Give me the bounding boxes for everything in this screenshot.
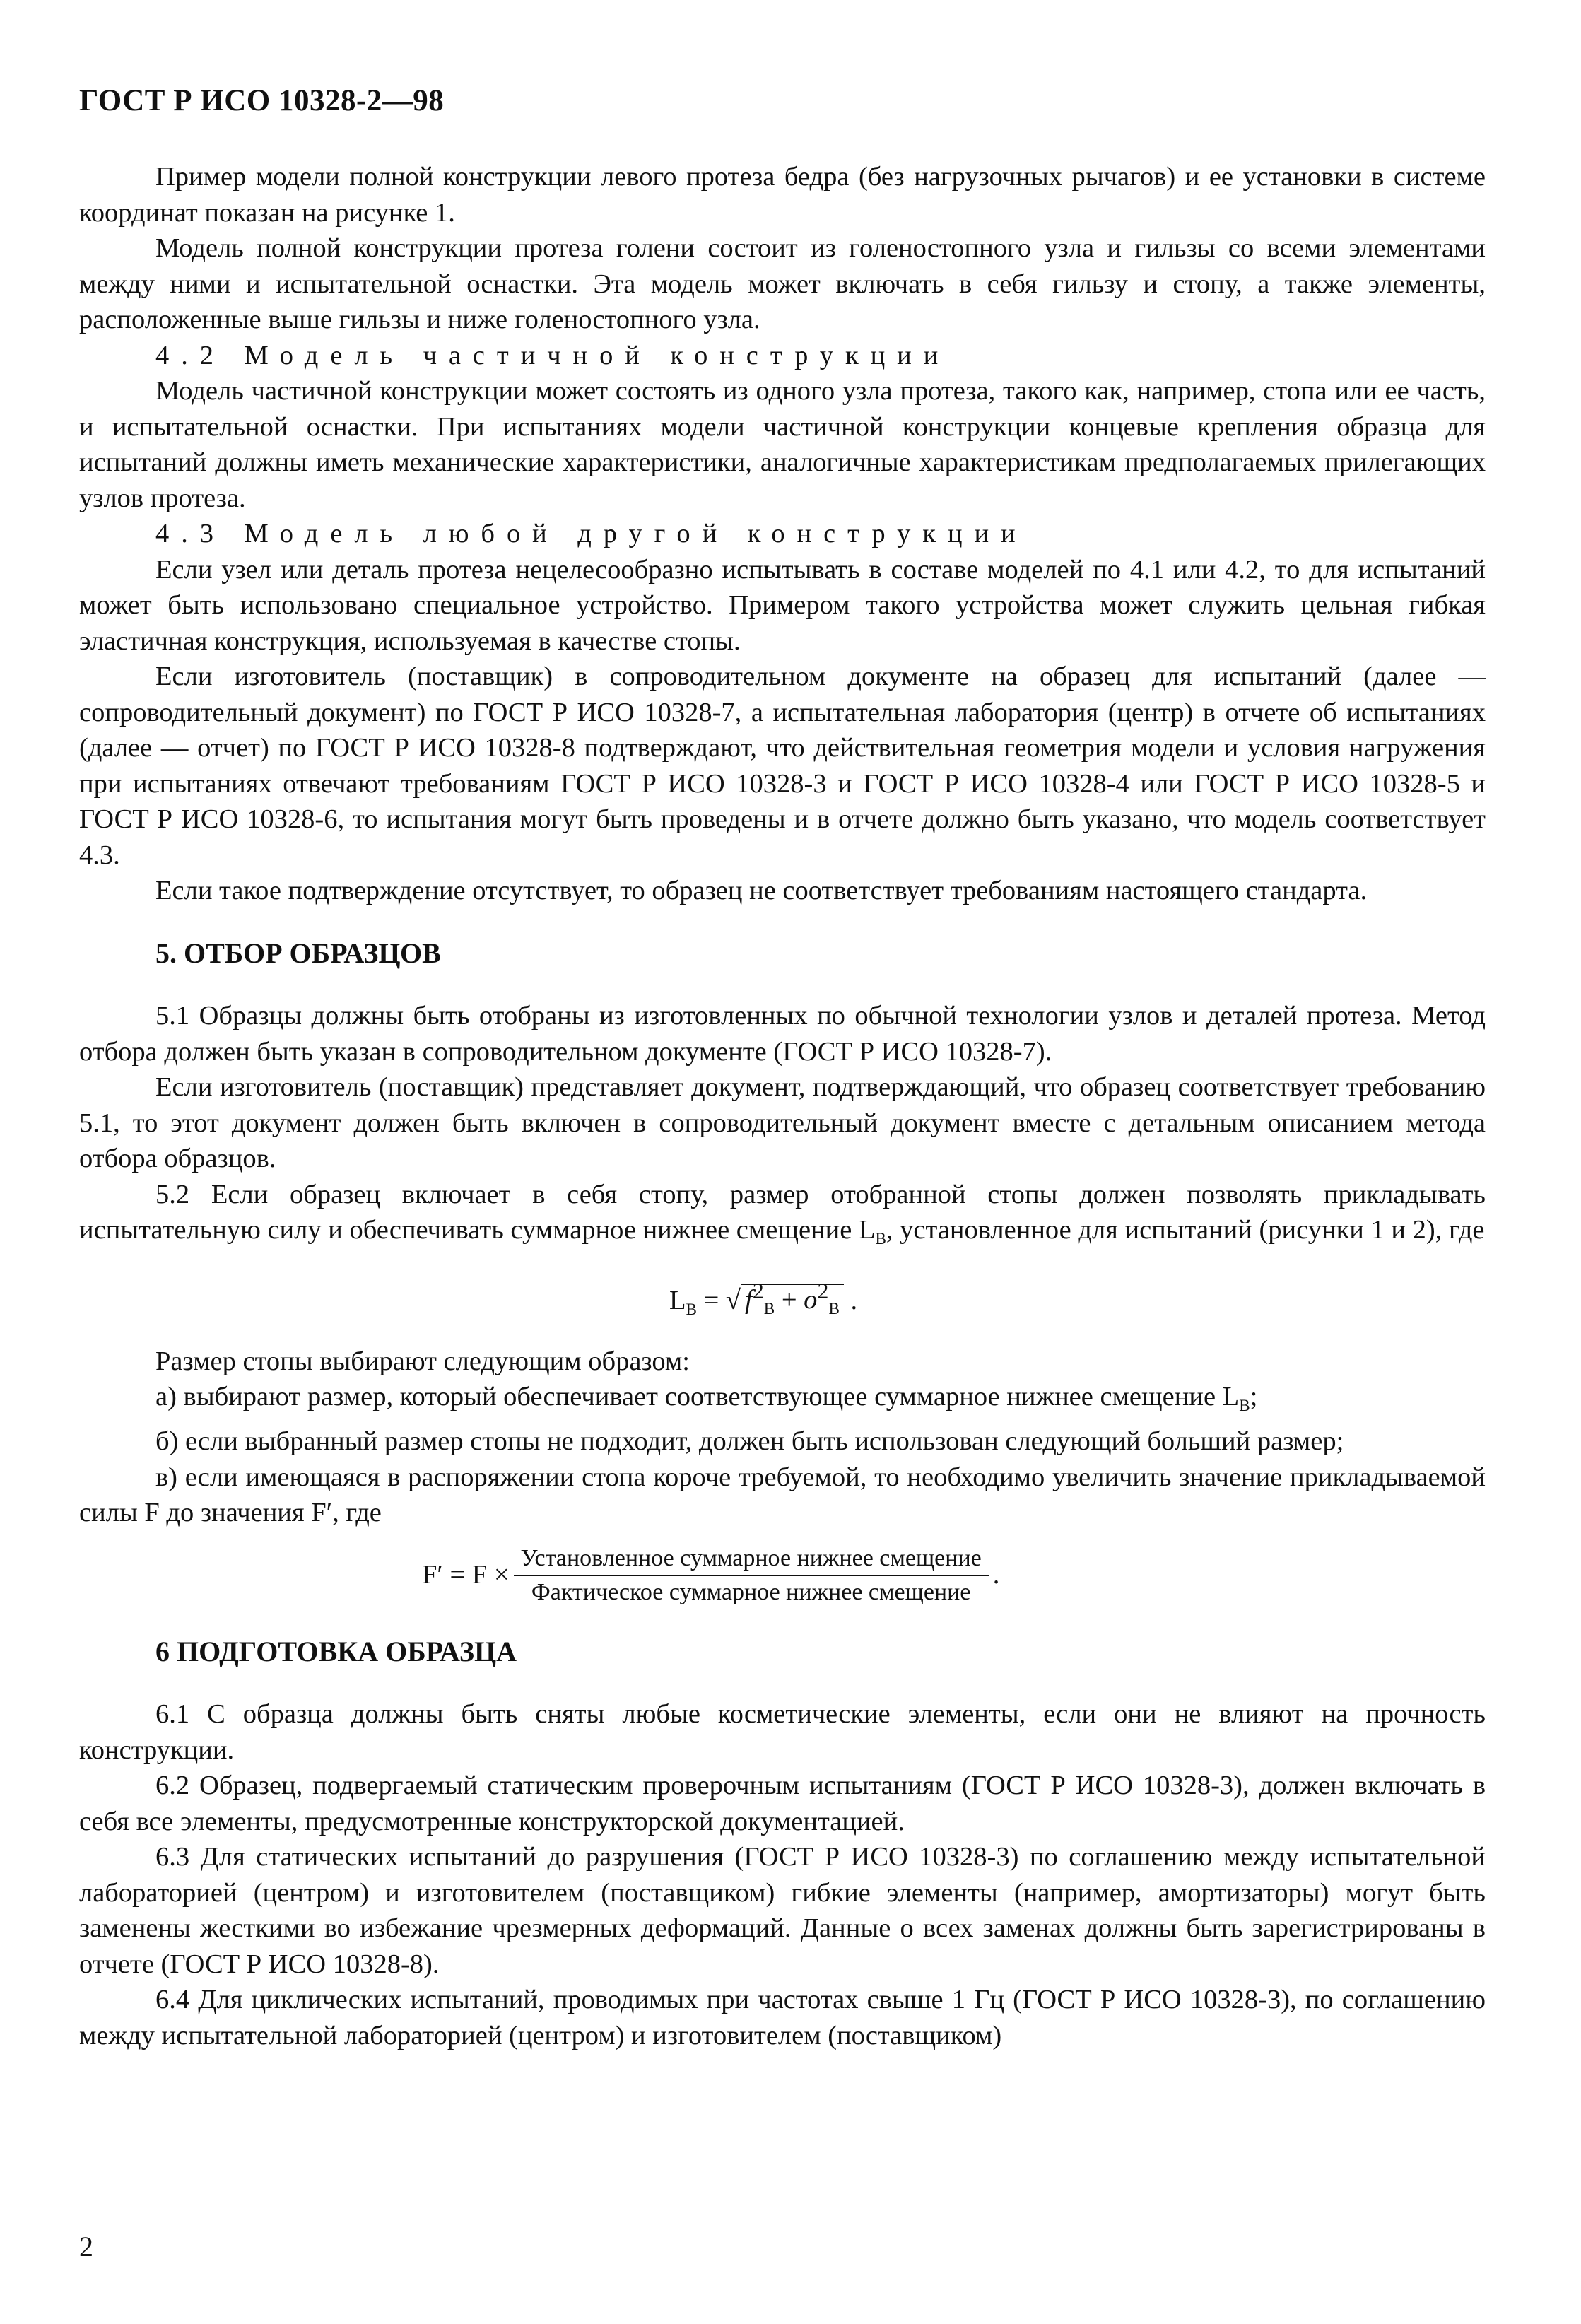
page-number: 2 <box>79 2231 93 2263</box>
paragraph: Если такое подтверждение отсутствует, то образец не соответствует требованиям настоящего стандарта. <box>155 876 1368 905</box>
paragraph: Размер стопы выбирают следующим образом: <box>155 1346 690 1376</box>
document-header: ГОСТ Р ИСО 10328-2—98 <box>79 84 445 117</box>
formula-part: . <box>843 1285 858 1315</box>
formula-part: L <box>669 1285 686 1315</box>
text-run: 5.2 Если образец включает в себя стопу, размер отобранной стопы должен позволять прикладывать испытательную силу и обеспечивать суммарное нижнее смещение L <box>79 1179 1486 1245</box>
paragraph: 6.4 Для циклических испытаний, проводимых при частотах свыше 1 Гц (ГОСТ Р ИСО 10328-3), по соглашению между испытательной лабораторией (центром) и изготовителем (поставщиком) <box>79 1985 1486 2050</box>
paragraph: Если изготовитель (поставщик) в сопроводительном документе на образец для испытаний (далее — сопроводительный документ) по ГОСТ Р ИСО 10328-7, а испытательная лаборатория (центр) в отчете об испытаниях (далее — отчет) по ГОСТ Р ИСО 10328-8 подтверждают, что действительная геометрия модели и условия нагружения при испытаниях отвечают требованиям ГОСТ Р ИСО 10328-3 и ГОСТ Р ИСО 10328-4 или ГОСТ Р ИСО 10328-5 и ГОСТ Р ИСО 10328-6, то испытания могут быть проведены и в отчете должно быть указано, что модель соответствует 4.3. <box>79 662 1486 870</box>
paragraph: 6.2 Образец, подвергаемый статическим проверочным испытаниям (ГОСТ Р ИСО 10328-3), должен включать в себя все элементы, предусмотренные конструкторской документацией. <box>79 1771 1486 1836</box>
formula-superscript: 2 <box>817 1278 829 1304</box>
list-item-b: б) если выбранный размер стопы не подходит, должен быть использован следующий больший размер; <box>155 1426 1344 1457</box>
subsection-heading-4-3: 4.3 Модель любой другой конструкции <box>155 519 1028 548</box>
text-run: ; <box>1250 1382 1258 1412</box>
fraction-numerator: Установленное суммарное нижнее смещение <box>514 1544 989 1576</box>
formula-part: o <box>804 1285 818 1315</box>
formula-subscript: B <box>763 1299 775 1318</box>
fraction-denominator: Фактическое суммарное нижнее смещение <box>531 1578 971 1605</box>
formula-part: + <box>775 1285 804 1315</box>
section-title-5: 5. ОТБОР ОБРАЗЦОВ <box>155 937 441 969</box>
formula-subscript: B <box>828 1299 840 1318</box>
subsection-heading-4-2: 4.2 Модель частичной конструкции <box>155 340 951 370</box>
paragraph: 6.3 Для статических испытаний до разрушения (ГОСТ Р ИСО 10328-3) по соглашению между испытательной лабораторией (центром) и изготовителем (поставщиком) гибкие элементы (например, амортизаторы) могут быть заменены жесткими во избежание чрезмерных деформаций. Данные о всех заменах должны быть зарегистрированы в отчете (ГОСТ Р ИСО 10328-8). <box>79 1842 1486 1979</box>
formula-subscript: B <box>686 1299 697 1318</box>
formula-part: . <box>992 1560 1000 1590</box>
formula-part: f <box>745 1285 753 1315</box>
document-body <box>79 159 1486 2053</box>
paragraph: Модель частичной конструкции может состоять из одного узла протеза, такого как, например, стопа или ее часть, и испытательной оснастки. При испытаниях модели частичной конструкции концевые крепления образца для испытаний должны иметь механические характеристики, аналогичные характеристикам предполагаемых прилегающих узлов протеза. <box>79 376 1486 513</box>
formula-lb <box>669 1274 1486 1327</box>
text-run: а) выбирают размер, который обеспечивает соответствующее суммарное нижнее смещение L <box>155 1382 1240 1412</box>
formula-part: = √ <box>696 1285 741 1315</box>
subscript: B <box>1239 1396 1250 1415</box>
paragraph: Модель полной конструкции протеза голени состоит из голеностопного узла и гильзы со всеми элементами между ними и испытательной оснастки. Эта модель может включать в себя гильзу и стопу, а также элементы, расположенные выше гильзы и ниже голеностопного узла. <box>79 233 1486 334</box>
list-item-v: в) если имеющаяся в распоряжении стопа короче требуемой, то необходимо увеличить значение прикладываемой силы F до значения F′, где <box>79 1462 1486 1528</box>
paragraph: 5.1 Образцы должны быть отобраны из изготовленных по обычной технологии узлов и деталей протеза. Метод отбора должен быть указан в сопроводительном документе (ГОСТ Р ИСО 10328-7). <box>79 1001 1486 1067</box>
list-item-a <box>79 1379 1486 1424</box>
sqrt-radicand <box>741 1278 844 1318</box>
paragraph: 6.1 С образца должны быть сняты любые косметические элементы, если они не влияют на прочность конструкции. <box>79 1699 1486 1765</box>
section-title-6: 6 ПОДГОТОВКА ОБРАЗЦА <box>155 1635 517 1667</box>
paragraph: Пример модели полной конструкции левого протеза бедра (без нагрузочных рычагов) и ее установки в системе координат показан на рисунке 1. <box>79 162 1486 228</box>
text-run: , установленное для испытаний (рисунки 1 и 2), где <box>886 1215 1485 1245</box>
subscript: B <box>875 1229 886 1248</box>
paragraph-5-2 <box>79 1177 1486 1257</box>
fraction <box>514 1544 989 1607</box>
formula-part: F′ = F × <box>422 1560 510 1590</box>
paragraph: Если изготовитель (поставщик) представляет документ, подтверждающий, что образец соответствует требованию 5.1, то этот документ должен быть включен в сопроводительный документ вместе с детальным описанием метода отбора образцов. <box>79 1072 1486 1173</box>
formula-force <box>422 1544 1486 1607</box>
formula-superscript: 2 <box>752 1278 764 1304</box>
paragraph: Если узел или деталь протеза нецелесообразно испытывать в составе моделей по 4.1 или 4.2, то для испытаний может быть использовано специальное устройство. Примером такого устройства может служить цельная гибкая эластичная конструкция, используемая в качестве стопы. <box>79 554 1486 656</box>
